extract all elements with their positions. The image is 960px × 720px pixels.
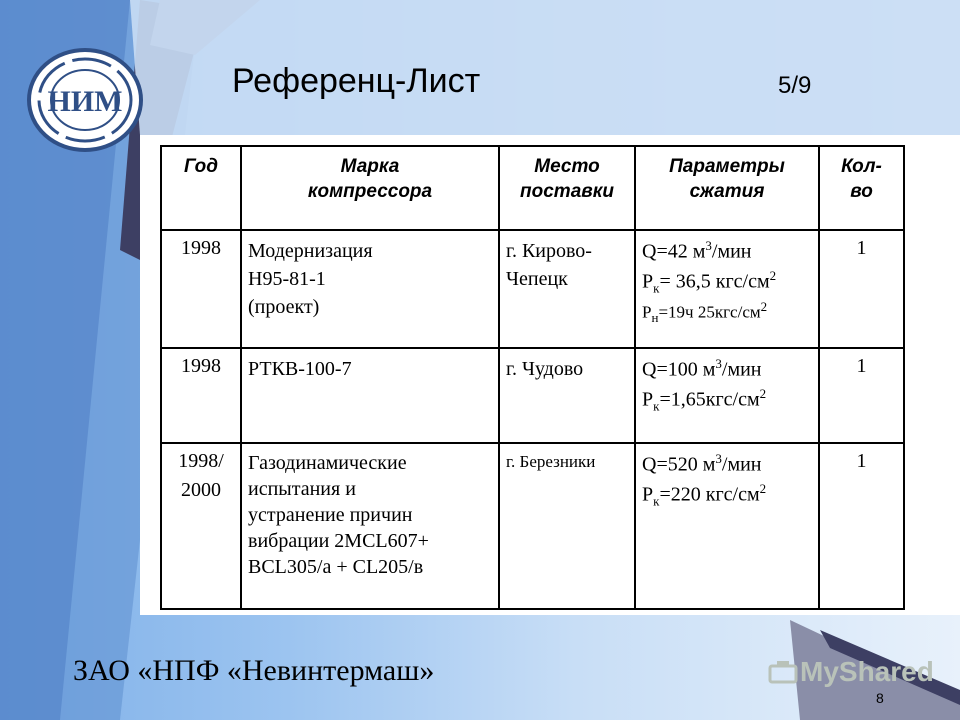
row1-params: Q=42 $м^3$/мин $Р_к= 36,5$ кгс/$см^2$ $Р_н=19ч$ $25кгс/см^2$	[635, 230, 819, 348]
table-header-row	[161, 146, 904, 230]
svg-text:НИМ: НИМ	[47, 85, 123, 118]
company-name: ЗАО «НПФ «Невинтермаш»	[73, 654, 435, 687]
row3-params: Q=520 $м^3$/мин $Р_к=220$ кгс/$см^2$	[635, 443, 819, 609]
row3-place: г. Березники	[499, 443, 635, 609]
row1-place: г. Кирово- Чепецк	[499, 230, 635, 348]
row1-model: Модернизация Н95-81-1 (проект)	[241, 230, 499, 348]
slide-title: Референц-Лист	[232, 62, 481, 100]
reference-table	[160, 145, 905, 610]
table-row	[161, 348, 904, 443]
slide-number: 8	[876, 690, 884, 706]
header-model: Марка компрессора	[241, 146, 499, 230]
row2-params: Q=100 $м^3$/мин $Р_к=1,65кгс/см^2$	[635, 348, 819, 443]
table-row	[161, 443, 904, 609]
row2-year: 1998	[161, 348, 241, 443]
header-params: Параметры сжатия	[635, 146, 819, 230]
header-year: Год	[161, 146, 241, 230]
row3-model: Газодинамические испытания и устранение причин вибрации 2MCL607+ BCL305/a + CL205/в	[241, 443, 499, 609]
table-row	[161, 230, 904, 348]
watermark-text: MyShared	[800, 656, 934, 687]
nim-logo	[25, 45, 145, 155]
row2-model: РТКВ-100-7	[241, 348, 499, 443]
header-place: Место поставки	[499, 146, 635, 230]
row1-year: 1998	[161, 230, 241, 348]
row2-qty: 1	[819, 348, 904, 443]
row3-year: 1998/ 2000	[161, 443, 241, 609]
watermark-icon	[768, 660, 798, 686]
row1-qty: 1	[819, 230, 904, 348]
header-qty: Кол- во	[819, 146, 904, 230]
page-counter: 5/9	[778, 72, 812, 99]
row2-place: г. Чудово	[499, 348, 635, 443]
row3-qty: 1	[819, 443, 904, 609]
